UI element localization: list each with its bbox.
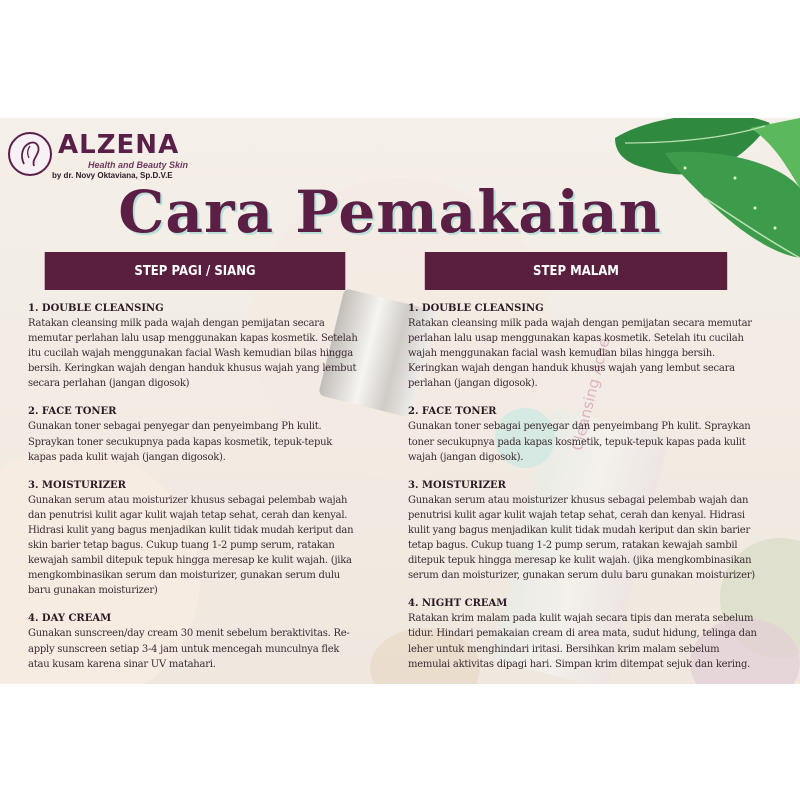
- face-emblem-icon: [8, 132, 52, 176]
- step-body: Ratakan cleansing milk pada wajah dengan pemijatan secara memutar perlahan lalu usap menggunakan kapas kosmetik. Setelah itu cucilah wajah menggunakan facial wash kemudian bilas hingga bersih. Keringkan wajah dengan handuk khusus wajah yang lembut secara perlahan (jangan digosok).: [408, 318, 752, 390]
- tube-label: Cleansing Acne: [568, 336, 614, 453]
- day-column-header: STEP PAGI / SIANG: [45, 252, 346, 290]
- step-item: [408, 479, 758, 584]
- step-item: [408, 302, 758, 391]
- night-column-header: STEP MALAM: [425, 252, 727, 290]
- step-title: 3. MOISTURIZER: [408, 479, 506, 491]
- step-title: 2. FACE TONER: [28, 406, 117, 418]
- brand-name: ALZENA: [58, 130, 180, 160]
- step-item: [28, 302, 362, 391]
- step-body: Gunakan serum atau moisturizer khusus sebagai pelembab wajah dan penutrisi kulit agar kulit wajah tetap sehat, cerah dan kenyal. Hidrasi kulit yang bagus menjadikan kulit tidak mudah keriput dan skin barier tetap bagus. Cukup tuang 1-2 pump serum, ratakan kewajah sambil ditepuk tepuk hingga meresap ke kulit wajah. (jika mengkombinasikan serum dan moisturizer, gunakan serum dulu baru gunakan moisturizer): [28, 494, 354, 597]
- night-steps: [408, 302, 758, 672]
- step-title: 3. MOISTURIZER: [28, 479, 126, 491]
- step-body: Ratakan krim malam pada kulit wajah secara tipis dan merata sebelum tidur. Hindari pemakaian cream di area mata, sudut hidung, telinga dan leher untuk menghindari iritasi. Bersihkan krim malam sebelum memulai aktivitas dipagi hari. Simpan krim ditempat sejuk dan kering.: [408, 613, 757, 670]
- step-body: Gunakan toner sebagai penyegar dan penyeimbang Ph kulit. Spraykan toner secukupnya pada kapas kosmetik, tepuk-tepuk kapas pada kulit wajah (jangan digosok).: [28, 421, 333, 463]
- step-item: [408, 597, 758, 671]
- step-item: [28, 612, 362, 671]
- step-title: 4. DAY CREAM: [28, 613, 112, 625]
- brand-byline: by dr. Novy Oktaviana, Sp.D.V.E: [52, 171, 173, 180]
- day-column: [28, 252, 362, 686]
- night-column: [408, 252, 758, 686]
- day-steps: [28, 302, 362, 672]
- brand-tagline: Health and Beauty Skin: [88, 160, 189, 170]
- step-item: [28, 479, 362, 599]
- step-body: Gunakan serum atau moisturizer khusus sebagai pelembab wajah dan penutrisi kulit agar kulit wajah tetap sehat, cerah dan kenyal. Hidrasi kulit yang bagus menjadikan kulit tidak mudah keriput dan skin barier tetap bagus. Cukup tuang 1-2 pump serum, ratakan kewajah sambil ditepuk tepuk hingga meresap ke kulit wajah. (jika mengkombinasikan serum dan moisturizer, gunakan serum dulu baru gunakan moisturizer): [408, 494, 755, 582]
- step-body: Gunakan sunscreen/day cream 30 menit sebelum beraktivitas. Re-apply sunscreen setiap 3-4 jam untuk mencegah munculnya flek atau kusam karena sinar UV matahari.: [28, 628, 350, 670]
- step-body: Gunakan toner sebagai penyegar dan penyeimbang Ph kulit. Spraykan toner secukupnya pada kapas kosmetik, tepuk-tepuk kapas pada kulit wajah (jangan digosok).: [408, 421, 751, 463]
- page-title: Cara Pemakaian: [118, 178, 662, 246]
- step-title: 1. DOUBLE CLEANSING: [28, 303, 164, 314]
- step-body: Ratakan cleansing milk pada wajah dengan pemijatan secara memutar perlahan lalu usap menggunakan kapas kosmetik. Setelah itu cucilah wajah menggunakan facial Wash kemudian bilas hingga bersih. Keringkan wajah dengan handuk khusus wajah yang lembut secara perlahan (jangan digosok): [28, 318, 358, 390]
- step-item: [408, 405, 758, 464]
- step-title: 2. FACE TONER: [408, 406, 497, 418]
- step-title: 4. NIGHT CREAM: [408, 598, 508, 610]
- step-item: [28, 405, 362, 464]
- step-title: 1. DOUBLE CLEANSING: [408, 303, 544, 314]
